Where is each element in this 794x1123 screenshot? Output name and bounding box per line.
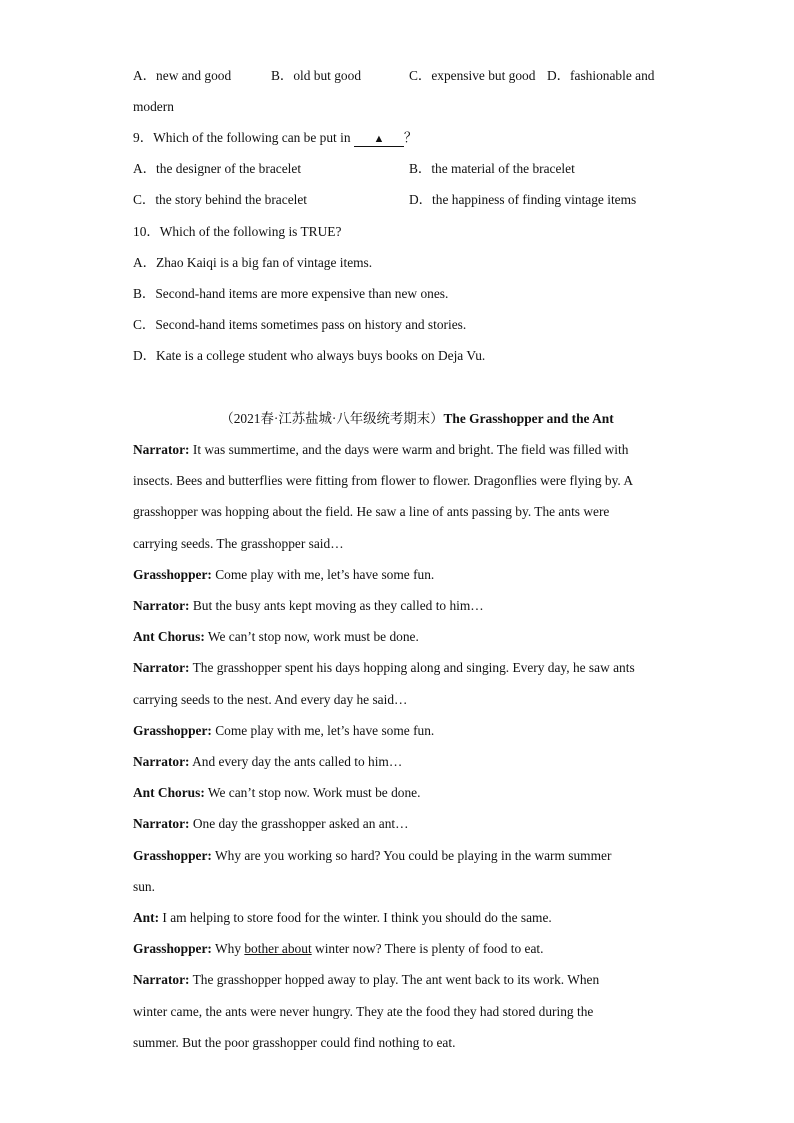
q9-blank: ▲ <box>354 132 404 147</box>
q10-option-d: D．Kate is a college student who always buys books on Deja Vu. <box>133 348 486 363</box>
passage-line <box>133 940 543 958</box>
passage-line <box>133 566 434 584</box>
passage-line <box>133 503 609 521</box>
q8-option-d-cont: modern <box>133 99 174 114</box>
speaker-label: Ant Chorus: <box>133 785 205 801</box>
q8-option-b: B．old but good <box>271 68 362 83</box>
line-text: And every day the ants called to him… <box>189 754 403 769</box>
q8-option-d: D．fashionable and <box>547 68 655 83</box>
line-text: But the busy ants kept moving as they called to him… <box>189 598 484 613</box>
q9-stem <box>133 129 417 147</box>
line-text: carrying seeds. The grasshopper said… <box>133 535 344 551</box>
line-text: winter now? There is plenty of food to eat. <box>311 941 544 957</box>
speaker-label: Narrator: <box>133 972 190 988</box>
line-text: We can’t stop now, work must be done. <box>204 629 419 645</box>
q10-option-c: C．Second-hand items sometimes pass on history and stories. <box>133 317 467 332</box>
q9-option-b: B．the material of the bracelet <box>409 161 575 176</box>
q9-stem-before: 9．Which of the following can be put in <box>133 130 354 145</box>
underlined-phrase: bother about <box>244 941 312 957</box>
q9-option-c: C．the story behind the bracelet <box>133 192 308 207</box>
speaker-label: Grasshopper: <box>133 722 212 738</box>
speaker-label: Ant: <box>133 910 160 925</box>
line-text: grasshopper was hopping about the field. He saw a line of ants passing by. The ants were <box>133 504 610 520</box>
line-text: Come play with me, let’s have some fun. <box>211 722 435 738</box>
passage-line <box>133 597 484 615</box>
q9-option-d: D．the happiness of finding vintage items <box>409 192 637 207</box>
line-text: The grasshopper spent his days hopping along and singing. Every day, he saw ants <box>189 660 635 676</box>
speaker-label: Narrator: <box>133 442 190 457</box>
line-text: One day the grasshopper asked an ant… <box>189 816 409 832</box>
passage-line <box>133 659 635 677</box>
passage-line <box>133 753 402 771</box>
passage-line <box>133 628 419 646</box>
speaker-label: Grasshopper: <box>133 566 212 582</box>
speaker-label: Narrator: <box>133 598 190 613</box>
speaker-label: Narrator: <box>133 816 190 832</box>
line-text: Why are you working so hard? You could be playing in the warm summer <box>211 847 612 863</box>
line-text: winter came, the ants were never hungry. They ate the food they had stored during the <box>133 1003 594 1019</box>
passage-line <box>133 971 599 989</box>
passage-line <box>133 535 344 553</box>
speaker-label: Grasshopper: <box>133 847 212 863</box>
line-text: Come play with me, let’s have some fun. <box>211 566 435 582</box>
line-text: summer. But the poor grasshopper could find nothing to eat. <box>133 1034 456 1050</box>
passage-title: The Grasshopper and the Ant <box>443 411 614 426</box>
line-text: sun. <box>133 878 155 894</box>
q8-option-c: C．expensive but good <box>409 68 536 83</box>
q10-stem: 10．Which of the following is TRUE? <box>133 224 342 239</box>
passage-line <box>133 815 409 833</box>
q10-option-b: B．Second-hand items are more expensive than new ones. <box>133 286 449 301</box>
speaker-label: Grasshopper: <box>133 941 212 957</box>
line-text: It was summertime, and the days were warm and bright. The field was filled with <box>189 442 629 457</box>
line-text: carrying seeds to the nest. And every day he said… <box>133 691 408 707</box>
passage-line <box>133 441 628 459</box>
q9-option-a: A．the designer of the bracelet <box>133 161 302 176</box>
passage-line <box>133 1003 593 1021</box>
speaker-label: Ant Chorus: <box>133 629 205 645</box>
line-text: The grasshopper hopped away to play. The ant went back to its work. When <box>189 972 600 988</box>
q8-option-a: A．new and good <box>133 68 232 83</box>
line-text: insects. Bees and butterflies were fitting from flower to flower. Dragonflies were flying by. A <box>133 473 634 489</box>
line-text: Why <box>211 941 245 957</box>
passage-line <box>133 784 420 802</box>
line-text: We can’t stop now. Work must be done. <box>204 785 421 801</box>
speaker-label: Narrator: <box>133 754 190 769</box>
passage-line <box>133 909 552 927</box>
passage-line <box>133 691 407 709</box>
passage-line <box>133 847 611 865</box>
line-text: I am helping to store food for the winter. I think you should do the same. <box>159 910 552 925</box>
passage-line <box>133 722 434 740</box>
passage-line <box>133 878 155 896</box>
speaker-label: Narrator: <box>133 660 190 676</box>
passage-heading <box>20 410 794 428</box>
q9-stem-after: ？ <box>403 130 418 145</box>
passage-source: （2021春·江苏盐城·八年级统考期末） <box>220 411 444 426</box>
q10-option-a: A．Zhao Kaiqi is a big fan of vintage items. <box>133 255 373 270</box>
passage-line <box>133 1034 455 1052</box>
passage-line <box>133 472 633 490</box>
